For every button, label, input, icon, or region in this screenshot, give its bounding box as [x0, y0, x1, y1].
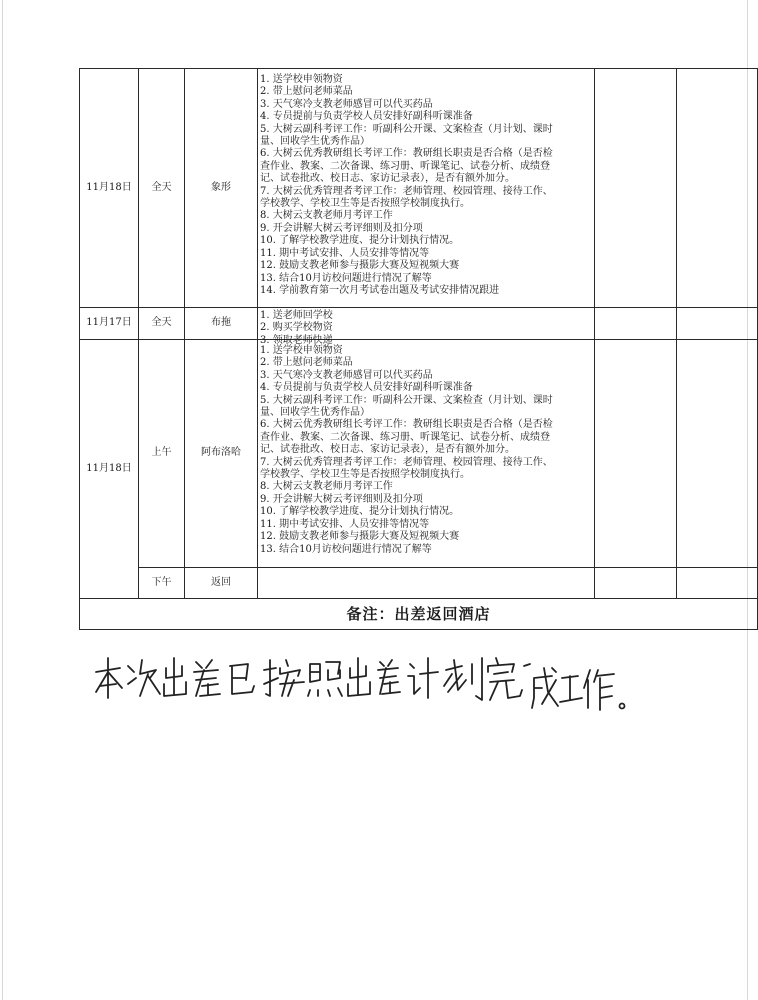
empty-cell [677, 340, 758, 568]
empty-cell [677, 69, 758, 308]
handwritten-signature [92, 654, 532, 724]
task-item: 11. 期中考试安排、人员安排等情况等 [260, 247, 430, 259]
task-item: 2. 购买学校物资 [260, 322, 333, 334]
task-item: 14. 学前教育第一次月考试卷出题及考试安排情况跟进 [260, 284, 500, 296]
task-item: 12. 鼓励支教老师参与摄影大赛及短视频大赛 [260, 260, 460, 272]
date-cell: 11月17日 [80, 308, 139, 340]
task-item: 7. 大树云优秀管理者考评工作：老师管理、校园管理、接待工作、 [260, 456, 553, 468]
empty-cell [595, 69, 677, 308]
place-cell: 阿布洛哈 [185, 340, 258, 568]
task-item: 学校教学、学校卫生等是否按照学校制度执行。 [260, 469, 470, 481]
tasks-cell [258, 308, 595, 346]
task-item: 4. 专员提前与负责学校人员安排好副科听课准备 [260, 111, 473, 123]
table-row [80, 308, 758, 340]
task-item: 9. 开会讲解大树云考评细则及扣分项 [260, 493, 423, 505]
task-item: 量、回收学生优秀作品） [260, 407, 370, 419]
task-item: 记、试卷批改、校日志、家访记录表），是否有额外加分。 [260, 173, 515, 185]
task-item: 10. 了解学校教学进度、提分计划执行情况。 [260, 506, 460, 518]
itinerary-table [79, 68, 758, 630]
task-item: 3. 天气寒冷支教老师感冒可以代买药品 [260, 98, 433, 110]
task-item: 量、回收学生优秀作品） [260, 136, 370, 148]
task-item: 1. 送学校申领物资 [260, 345, 343, 356]
note-row [80, 599, 758, 630]
task-item: 5. 大树云副科考评工作：听副科公开课、文案检查（月计划、课时 [260, 123, 553, 135]
task-item: 查作业、教案、二次备课、练习册、听课笔记、试卷分析、成绩登 [260, 431, 550, 443]
time-cell: 全天 [139, 69, 185, 308]
task-item: 2. 带上慰问老师菜品 [260, 86, 353, 98]
task-item: 10. 了解学校教学进度、提分计划执行情况。 [260, 235, 460, 247]
table-row [80, 340, 758, 568]
task-item: 3. 天气寒冷支教老师感冒可以代买药品 [260, 369, 433, 381]
tasks-cell [258, 69, 595, 308]
time-cell: 下午 [139, 568, 185, 599]
task-item: 记、试卷批改、校日志、家访记录表），是否有额外加分。 [260, 444, 515, 456]
task-item: 9. 开会讲解大树云考评细则及扣分项 [260, 222, 423, 234]
task-item: 1. 送老师回学校 [260, 310, 333, 321]
date-cell: 11月18日 [80, 69, 139, 308]
task-item: 6. 大树云优秀教研组长考评工作：教研组长职责是否合格（是否检 [260, 419, 553, 431]
handwritten-signature-tail [530, 664, 630, 724]
tasks-cell [258, 340, 595, 568]
task-item: 11. 期中考试安排、人员安排等情况等 [260, 518, 430, 530]
empty-cell [258, 568, 595, 599]
task-item: 5. 大树云副科考评工作：听副科公开课、文案检查（月计划、课时 [260, 394, 553, 406]
table-row [80, 69, 758, 308]
empty-cell [595, 340, 677, 568]
task-item: 13. 结合10月访校问题进行情况了解等 [260, 272, 432, 284]
date-cell: 11月18日 [80, 340, 139, 599]
table-row [80, 568, 758, 599]
empty-cell [677, 308, 758, 340]
place-cell: 象形 [185, 69, 258, 308]
empty-cell [595, 568, 677, 599]
task-item: 7. 大树云优秀管理者考评工作：老师管理、校园管理、接待工作、 [260, 185, 553, 197]
clipped-task-list [260, 308, 592, 346]
task-item: 2. 带上慰问老师菜品 [260, 357, 353, 369]
place-cell: 返回 [185, 568, 258, 599]
note-text: 备注：出差返回酒店 [80, 599, 758, 630]
task-item: 12. 鼓励支教老师参与摄影大赛及短视频大赛 [260, 531, 460, 543]
task-item: 1. 送学校申领物资 [260, 74, 343, 85]
empty-cell [677, 568, 758, 599]
task-item: 8. 大树云支教老师月考评工作 [260, 210, 393, 222]
task-item: 4. 专员提前与负责学校人员安排好副科听课准备 [260, 382, 473, 394]
task-item: 查作业、教案、二次备课、练习册、听课笔记、试卷分析、成绩登 [260, 160, 550, 172]
task-item: 6. 大树云优秀教研组长考评工作：教研组长职责是否合格（是否检 [260, 148, 553, 160]
task-item: 8. 大树云支教老师月考评工作 [260, 481, 393, 493]
time-cell: 全天 [139, 308, 185, 340]
task-item: 3. 领取老师快递 [260, 334, 333, 346]
task-item: 13. 结合10月访校问题进行情况了解等 [260, 543, 432, 555]
time-cell: 上午 [139, 340, 185, 568]
scan-edge-left [2, 0, 3, 1000]
task-item: 学校教学、学校卫生等是否按照学校制度执行。 [260, 198, 470, 210]
empty-cell [595, 308, 677, 340]
place-cell: 布拖 [185, 308, 258, 340]
